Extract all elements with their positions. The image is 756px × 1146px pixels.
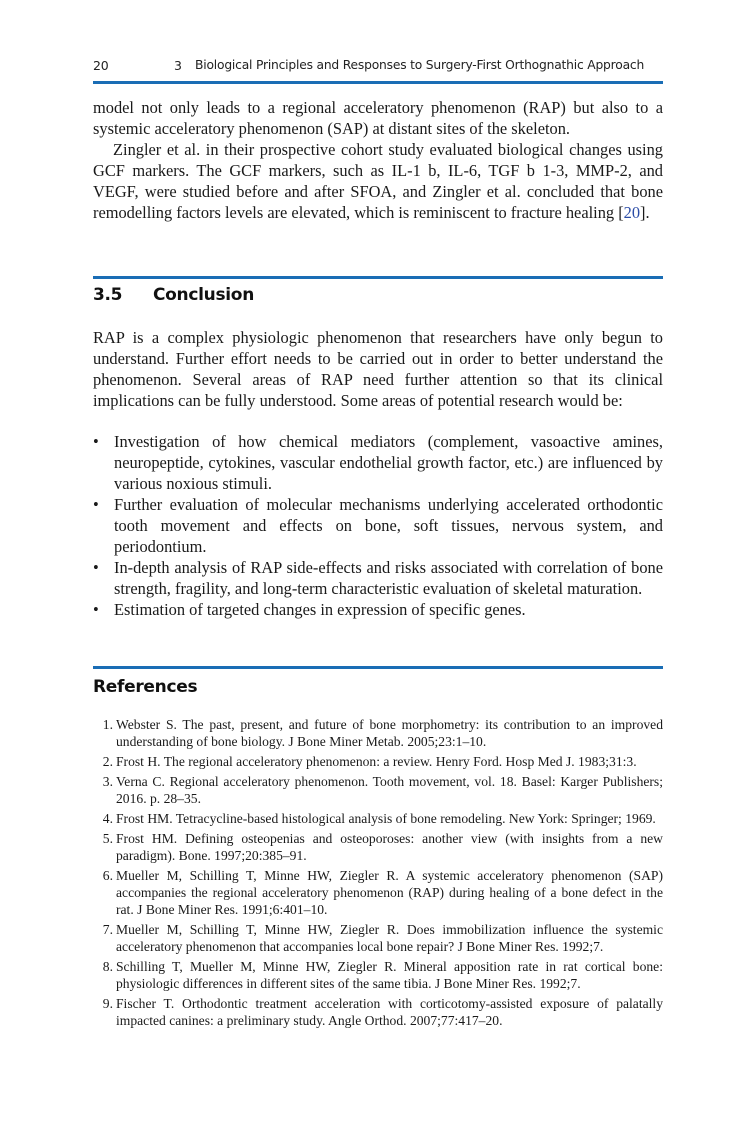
reference-text: Frost HM. Defining osteopenias and osteoporoses: another view (with insights from a new paradigm). Bone. 1997;20:385–91. xyxy=(116,830,663,863)
paragraph-text: Zingler et al. in their prospective cohort study evaluated biological changes using GCF markers. The GCF markers, such as IL-1 b, IL-6, TGF b 1-3, MMP-2, and VEGF, were studied before and after SFOA, and Zingler et al. concluded that bone remodelling factors levels are elevated, which is reminiscent to fracture healing [ xyxy=(93,140,663,222)
reference-text: Schilling T, Mueller M, Minne HW, Ziegler R. Mineral apposition rate in rat cortical bone: physiologic differences in different sites of the same tibia. J Bone Miner Res. 1992;7. xyxy=(116,958,663,991)
section-title: Conclusion xyxy=(153,285,254,305)
list-item xyxy=(93,494,663,557)
section-heading-conclusion xyxy=(93,285,663,305)
reference-number: 9. xyxy=(102,995,113,1011)
list-item xyxy=(93,431,663,494)
header-rule xyxy=(93,81,663,84)
reference-item xyxy=(93,921,663,955)
intro-paragraph-1: model not only leads to a regional acceleratory phenomenon (RAP) but also to a systemic acceleratory phenomenon (SAP) at distant sites of the skeleton. xyxy=(93,98,663,138)
reference-text: Mueller M, Schilling T, Minne HW, Ziegler R. Does immobilization influence the systemic acceleratory phenomenon that accompanies local bone repair? J Bone Miner Res. 1992;7. xyxy=(116,921,663,954)
reference-item xyxy=(93,716,663,750)
list-item-text: Further evaluation of molecular mechanisms underlying accelerated orthodontic tooth movement and effects on bone, soft tissues, nervous system, and periodontium. xyxy=(114,495,663,556)
section-rule xyxy=(93,276,663,279)
list-item-text: Estimation of targeted changes in expression of specific genes. xyxy=(114,600,526,619)
page-number: 20 xyxy=(93,58,109,73)
reference-item xyxy=(93,773,663,807)
reference-text: Verna C. Regional acceleratory phenomenon. Tooth movement, vol. 18. Basel: Karger Publishers; 2016. p. 28–35. xyxy=(116,773,663,806)
reference-text: Frost H. The regional acceleratory phenomenon: a review. Henry Ford. Hosp Med J. 1983;31:3. xyxy=(116,754,637,769)
reference-item xyxy=(93,830,663,864)
reference-number: 6. xyxy=(102,867,113,883)
chapter-number: 3 xyxy=(174,58,182,73)
list-item-text: In-depth analysis of RAP side-effects and risks associated with correlation of bone strength, fragility, and long-term characteristic evaluation of skeletal maturation. xyxy=(114,558,663,598)
intro-text xyxy=(93,97,663,223)
conclusion-paragraph: RAP is a complex physiologic phenomenon that researchers have only begun to understand. Further effort needs to be carried out in order to better understand the phenomenon. Several areas of RAP need further attention so that its clinical implications can be fully understood. Some areas of potential research would be: xyxy=(93,328,663,410)
references-heading xyxy=(93,677,663,697)
reference-text: Webster S. The past, present, and future of bone morphometry: its contribution to an improved understanding of bone biology. J Bone Miner Metab. 2005;23:1–10. xyxy=(116,717,663,750)
reference-number: 1. xyxy=(102,717,113,732)
reference-text: Mueller M, Schilling T, Minne HW, Ziegler R. A systemic acceleratory phenomenon (SAP) accompanies the regional acceleratory phenomenon (RAP) during healing of a bone defect in the rat. J Bone Miner Res. 1991;6:401–10. xyxy=(116,867,663,917)
reference-number: 7. xyxy=(102,921,113,937)
reference-number: 8. xyxy=(102,958,113,974)
reference-number: 3. xyxy=(102,773,113,789)
reference-item xyxy=(93,810,663,827)
reference-item xyxy=(93,753,663,770)
reference-item xyxy=(93,995,663,1029)
reference-number: 2. xyxy=(102,754,113,769)
reference-text: Frost HM. Tetracycline-based histological analysis of bone remodeling. New York: Springer; 1969. xyxy=(116,810,656,826)
conclusion-text xyxy=(93,327,663,411)
references-rule xyxy=(93,666,663,669)
intro-paragraph-2 xyxy=(93,139,663,223)
bullet-icon: • xyxy=(93,600,99,619)
reference-item xyxy=(93,867,663,919)
paragraph-text-end: ]. xyxy=(640,203,650,222)
reference-list xyxy=(93,716,663,1032)
reference-number: 5. xyxy=(102,830,113,846)
chapter-title: Biological Principles and Responses to Surgery-First Orthognathic Approach xyxy=(195,58,645,72)
citation-link-20[interactable]: 20 xyxy=(623,203,641,222)
research-areas-list xyxy=(93,431,663,620)
running-head xyxy=(93,58,663,78)
bullet-icon: • xyxy=(93,432,99,451)
list-item-text: Investigation of how chemical mediators (complement, vasoactive amines, neuropeptide, cytokines, vascular endothelial growth factor, etc.) are influenced by various noxious stimuli. xyxy=(114,432,663,493)
list-item xyxy=(93,557,663,599)
section-number: 3.5 xyxy=(93,285,123,305)
reference-item xyxy=(93,958,663,992)
reference-text: Fischer T. Orthodontic treatment acceleration with corticotomy-assisted exposure of palatally impacted canines: a preliminary study. Angle Orthod. 2007;77:417–20. xyxy=(116,995,663,1028)
bullet-icon: • xyxy=(93,495,99,514)
references-title: References xyxy=(93,677,198,697)
reference-number: 4. xyxy=(102,810,113,826)
list-item xyxy=(93,599,663,620)
bullet-icon: • xyxy=(93,558,99,577)
